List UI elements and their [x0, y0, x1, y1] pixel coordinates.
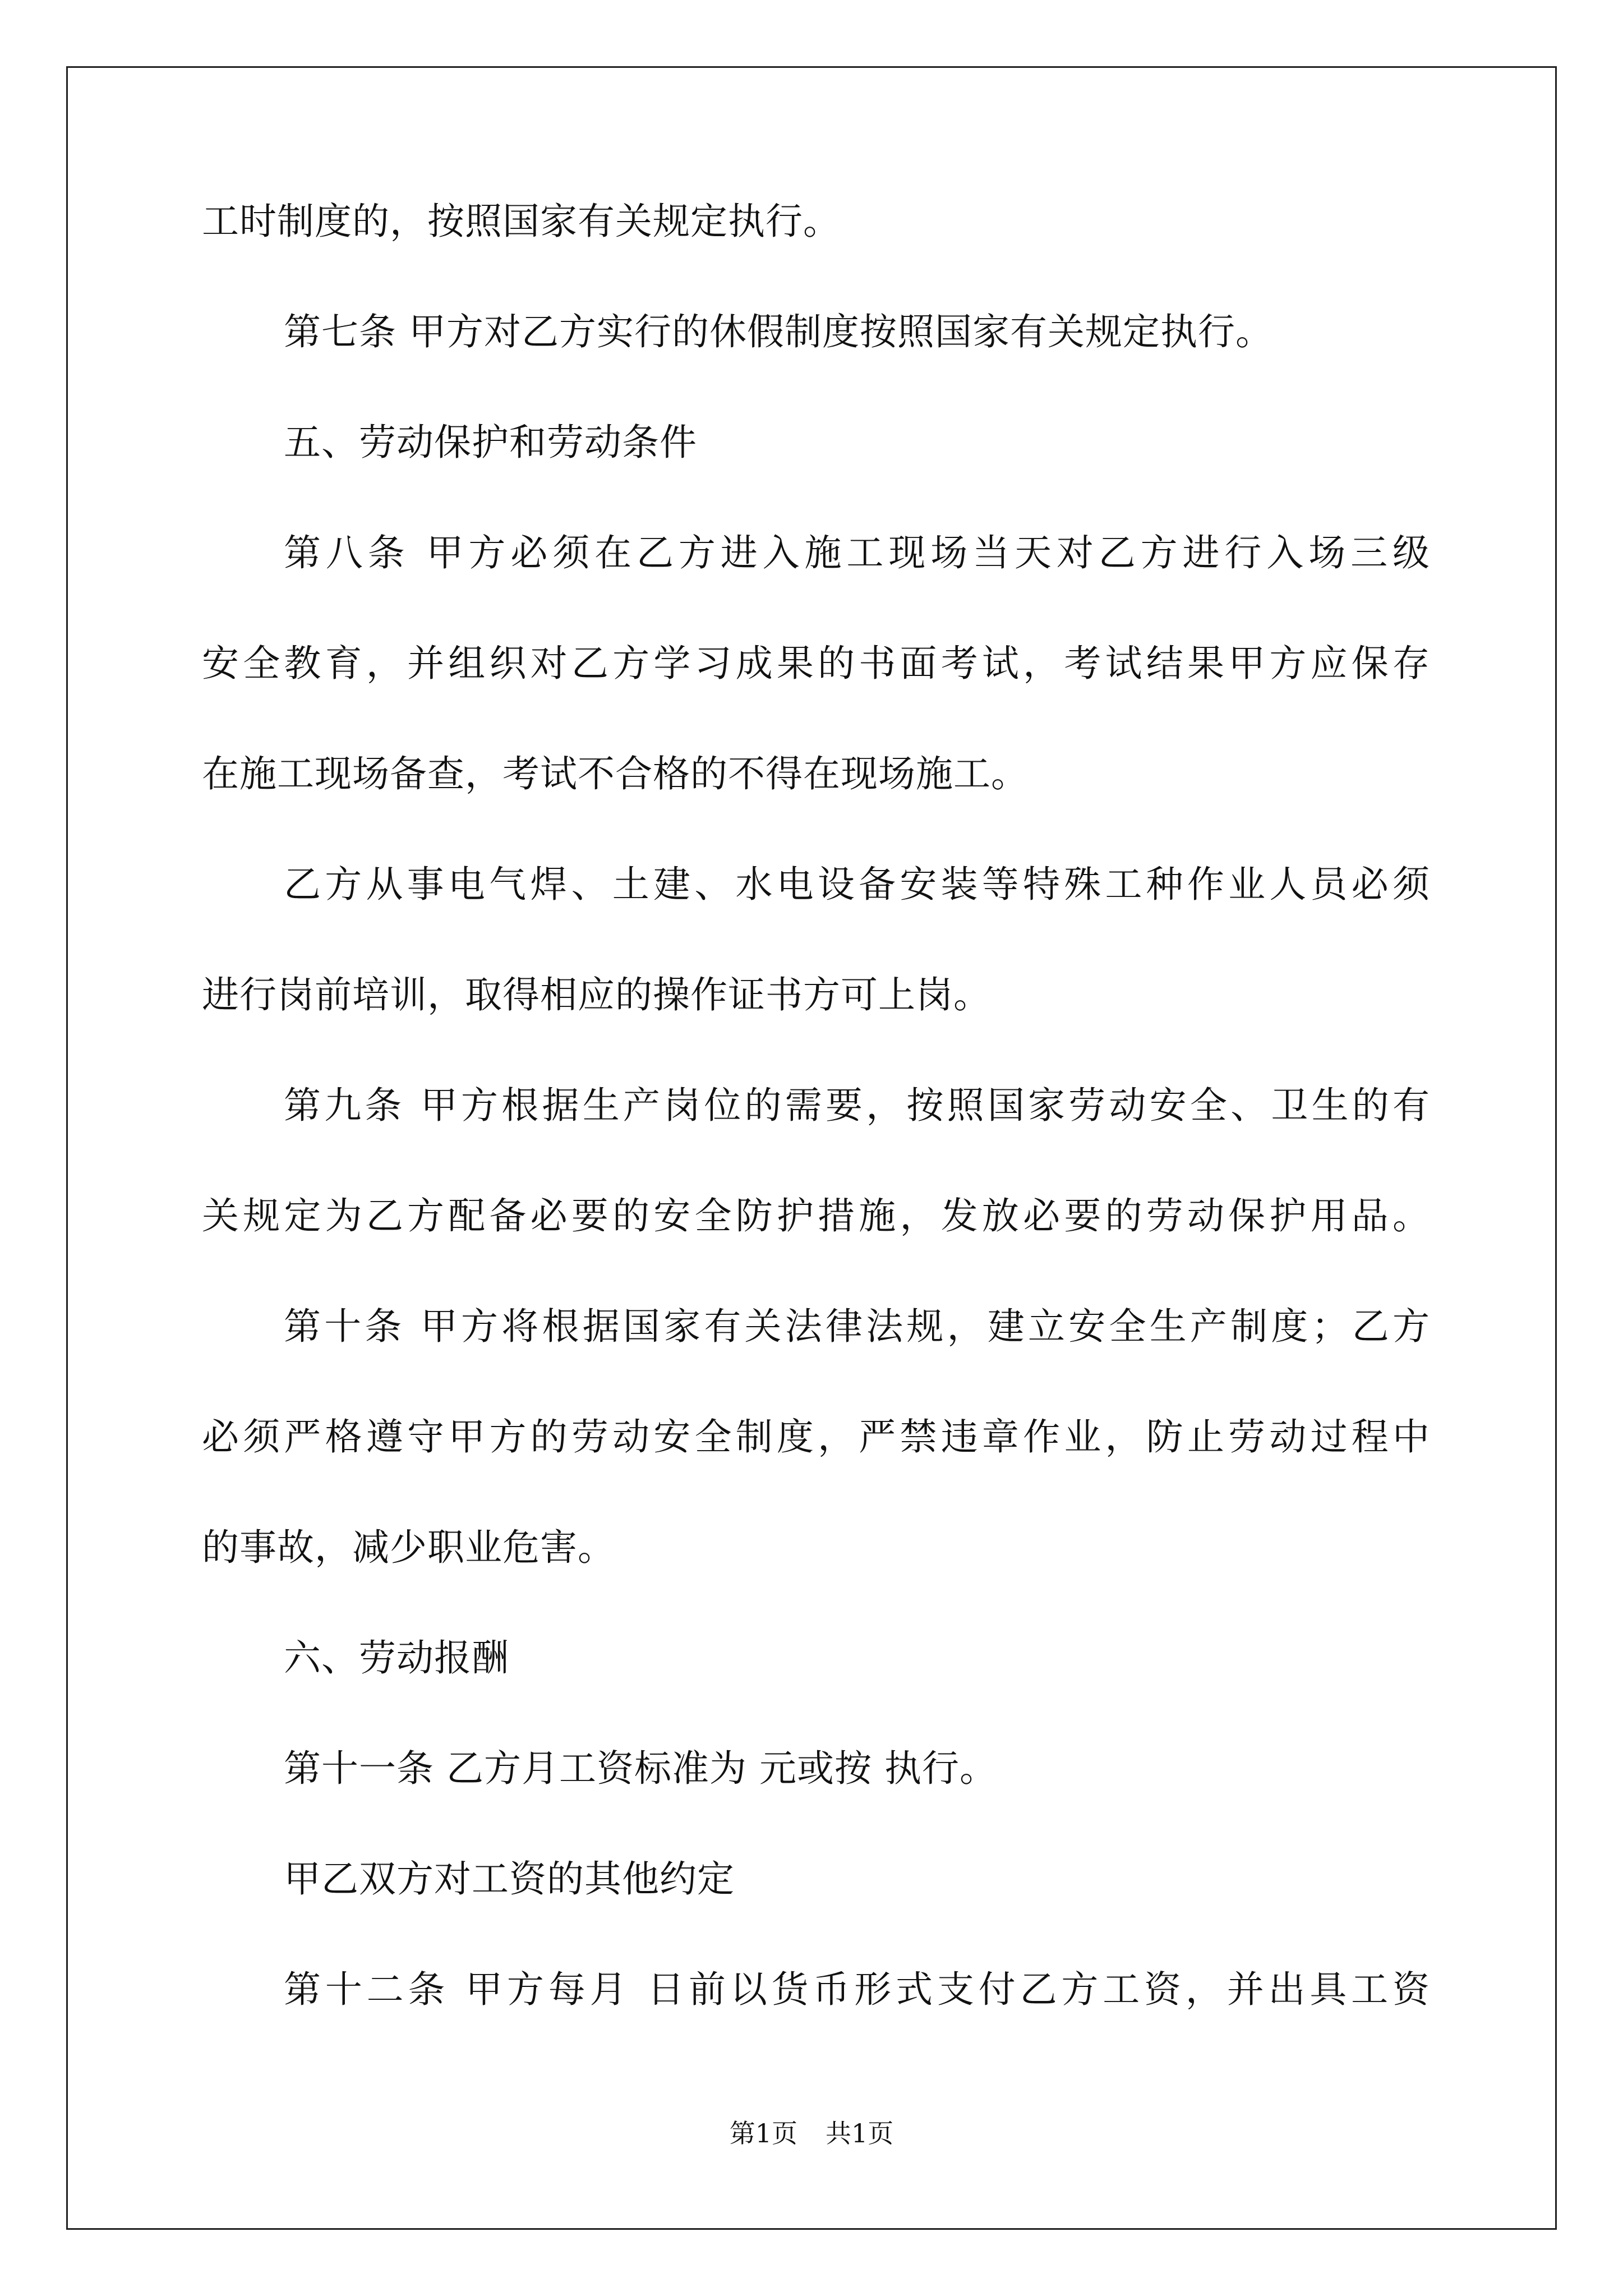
text-line: 第八条 甲方必须在乙方进入施工现场当天对乙方进行入场三级 — [284, 531, 1430, 574]
text-line: 第七条 甲方对乙方实行的休假制度按照国家有关规定执行。 — [284, 310, 1273, 353]
text-line: 在施工现场备查，考试不合格的不得在现场施工。 — [202, 752, 1029, 795]
page-number: 第1页 — [729, 2118, 797, 2148]
section-heading: 五、劳动保护和劳动条件 — [284, 421, 697, 464]
text-line: 第十一条 乙方月工资标准为 元或按 执行。 — [284, 1747, 997, 1790]
page-footer — [0, 2116, 1623, 2150]
text-line: 必须严格遵守甲方的劳动安全制度，严禁违章作业，防止劳动过程中 — [202, 1415, 1430, 1458]
text-line: 安全教育，并组织对乙方学习成果的书面考试，考试结果甲方应保存 — [202, 642, 1430, 685]
page-total: 共1页 — [826, 2118, 894, 2148]
text-line: 关规定为乙方配备必要的安全防护措施，发放必要的劳动保护用品。 — [202, 1194, 1430, 1237]
text-line: 甲乙双方对工资的其他约定 — [284, 1857, 735, 1901]
text-line: 第九条 甲方根据生产岗位的需要，按照国家劳动安全、卫生的有 — [284, 1084, 1430, 1127]
text-line: 第十条 甲方将根据国家有关法律法规，建立安全生产制度；乙方 — [284, 1305, 1430, 1348]
text-line: 第十二条 甲方每月 日前以货币形式支付乙方工资，并出具工资 — [284, 1968, 1430, 2011]
text-line: 的事故，减少职业危害。 — [202, 1526, 615, 1569]
text-line: 乙方从事电气焊、土建、水电设备安装等特殊工种作业人员必须 — [284, 863, 1430, 906]
text-line: 进行岗前培训，取得相应的操作证书方可上岗。 — [202, 973, 991, 1016]
text-line: 工时制度的，按照国家有关规定执行。 — [202, 200, 841, 243]
section-heading: 六、劳动报酬 — [284, 1636, 509, 1680]
